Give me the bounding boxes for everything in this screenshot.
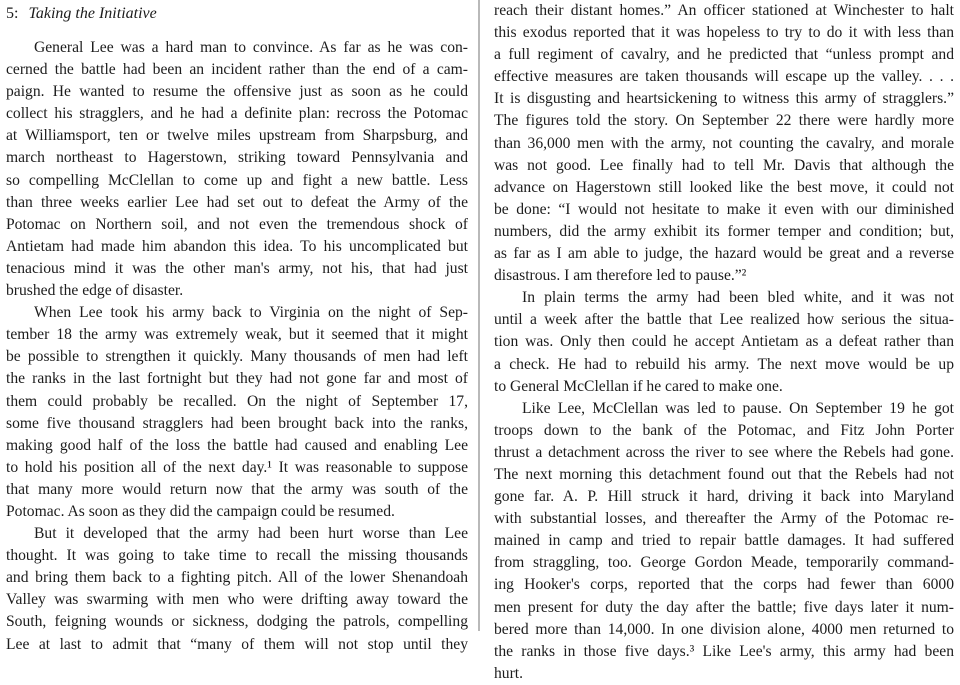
left-page-text [6,37,468,656]
text-line: a full regiment of cavalry, and he predicted that “unless prompt and [494,46,954,64]
text-line: brushed the edge of disaster. [6,282,184,300]
text-line: some five thousand stragglers had been brought back into the ranks, [6,414,468,432]
text-line: When Lee took his army back to Virginia on the night of Sep- [34,304,468,322]
text-line: The next morning this detachment found out that the Rebels had not [494,465,954,483]
text-line: and bring them back to a fighting pitch. All of the lower Shenandoah [6,569,468,587]
text-line: than 36,000 men with the army, not counting the cavalry, and morale [494,134,954,152]
text-line: thrust a detachment across the river to see where the Rebels had gone. [494,443,954,461]
text-line: Lee at last to admit that “many of them will not stop until they [6,635,468,653]
text-line: gone far. A. P. Hill struck it hard, driving it back into Maryland [494,488,954,506]
text-line: tion was. Only then could he accept Antietam as a defeat rather than [494,333,954,351]
text-line: mained in camp and tried to repair battle damages. It had suffered [494,532,954,550]
text-line: Valley was swarming with men who were drifting away toward the [6,591,468,609]
page-number: 5: [6,5,19,22]
text-line: march northeast to Hagerstown, striking toward Pennsylvania and [6,149,468,167]
right-page-text [494,0,954,685]
text-line: It is disgusting and heartsickening to witness this army of stragglers.” [494,90,954,108]
text-line: Potomac. As soon as they did the campaign could be resumed. [6,502,395,520]
text-line: this exodus reported that it was hopeless to try to do it with less than [494,24,954,42]
text-line: as far as I am able to judge, the hazard would be great and a reverse [494,245,954,263]
text-line: so compelling McClellan to come up and fight a new battle. Less [6,171,468,189]
text-line: Like Lee, McClellan was led to pause. On September 19 he got [522,399,954,417]
text-line: In plain terms the army had been bled white, and it was not [522,289,954,307]
running-head [6,1,468,27]
text-line: thought. It was going to take time to recall the missing thousands [6,547,468,565]
text-line: a check. He had to rebuild his army. The next move would be up [494,355,954,373]
text-line: to General McClellan if he cared to make one. [494,377,783,395]
text-line: advance on Hagerstown still looked like the best move, it could not [494,178,954,196]
text-line: General Lee was a hard man to convince. As far as he was con- [34,39,468,56]
text-line: at Williamsport, ten or twelve miles upstream from Sharpsburg, and [6,127,468,145]
text-line: troops down to the bank of the Potomac, and Fitz John Porter [494,421,954,439]
text-line: that many more would return now that the army was south of the [6,480,468,498]
text-line: bered more than 14,000. In one division alone, 4000 men returned to [494,620,954,638]
text-line: collect his stragglers, and he had a definite plan: recross the Potomac [6,105,468,123]
text-line: was not good. Lee finally had to tell Mr. Davis that although the [494,156,954,174]
left-page [6,0,468,656]
text-line: with substantial losses, and thereafter the Army of the Potomac re- [494,510,954,528]
text-line: Antietam had made him abandon this idea. To his uncomplicated but [6,237,468,255]
text-line: numbers, did the army exhibit its former temper and condition; but, [494,222,954,240]
text-line: the ranks in those five days.³ Like Lee's army, this army had been [494,642,954,660]
text-line: until a week after the battle that Lee realized how serious the situa- [494,311,954,329]
text-line: them could probably be recalled. On the night of September 17, [6,392,468,410]
text-line: South, feigning wounds or sickness, dodging the patrols, compelling [6,613,468,631]
text-line: effective measures are taken thousands will escape up the valley. . . . [494,68,954,86]
chapter-title: Taking the Initiative [28,5,157,22]
text-line: ing Hooker's corps, reported that the corps had fewer than 6000 [494,576,954,594]
text-line: from straggling, too. George Gordon Meade, temporarily command- [494,554,954,572]
text-line: than three weeks earlier Lee had set out to defeat the Army of the [6,193,468,211]
right-page [494,0,954,685]
text-line: But it developed that the army had been hurt worse than Lee [34,525,468,543]
text-line: paign. He wanted to resume the offensive just as soon as he could [6,83,468,101]
text-line: tenacious mind it was the other man's army, not his, that had just [6,259,468,277]
text-line: tember 18 the army was extremely weak, but it seemed that it might [6,326,468,344]
text-line: disastrous. I am therefore led to pause.”² [494,267,747,285]
text-line: making good half of the loss the battle had caused and enabling Lee [6,436,468,454]
text-line: The figures told the story. On September 22 there were hardly more [494,112,954,130]
text-line: hurt. [494,664,524,682]
text-line: Potomac on Northern soil, and not even the tremendous shock of [6,215,468,233]
text-line: the ranks in the last fortnight but they had not gone far and most of [6,370,468,388]
page-gutter [478,0,480,631]
text-line: be done: “I would not hesitate to make it even with our diminished [494,200,954,218]
text-line: cerned the battle had been an incident rather than the end of a cam- [6,61,468,79]
text-line: men present for duty the day after the battle; five days later it num- [494,598,954,616]
text-line: be possible to strengthen it quickly. Many thousands of men had left [6,348,468,366]
text-line: to hold his position all of the next day.¹ It was reasonable to suppose [6,458,468,476]
text-line: reach their distant homes.” An officer stationed at Winchester to halt [494,2,954,19]
